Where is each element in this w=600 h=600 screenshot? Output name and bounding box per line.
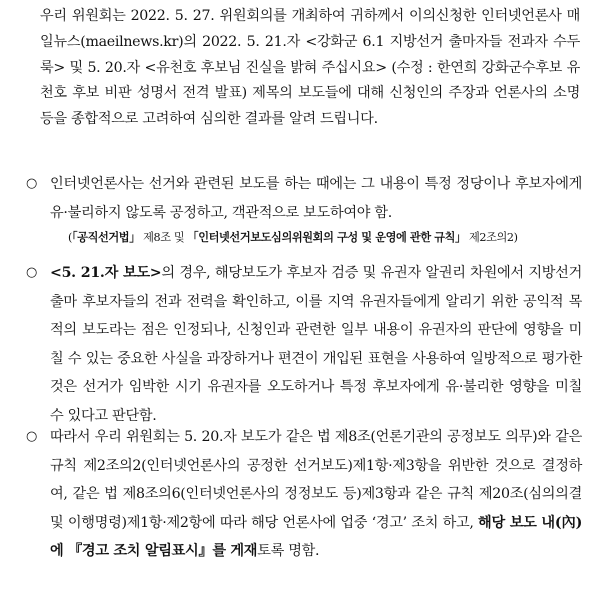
note-mid: 제8조 및 — [139, 231, 188, 245]
bullet-circle-icon: ○ — [26, 265, 38, 280]
note-rule-name: 「인터넷선거보도심의위원회의 구성 및 운영에 관한 규칙」 — [187, 230, 466, 245]
warning-notice-phrase: 해당 보도 내(內)에 『경고 조치 알림표시』를 게재 — [50, 514, 582, 560]
paragraph-3-ending: 토록 명함. — [257, 543, 320, 560]
bullet-paragraph-2 — [26, 259, 582, 431]
note-end: 제2조의2) — [465, 231, 518, 245]
paragraph-2-body: 의 경우, 해당보도가 후보자 검증 및 유권자 알권리 차원에서 지방선거 출마 후보자들의 전과 전력을 확인하고, 이를 지역 유권자들에게 알리기 위한 공익적 목적의 보도라는 점은 인정되나, 신청인과 관련한 일부 내용이 유권자의 판단에 영향을 미칠 수 있는 중요한 사실을 과장하거나 편견이 개입된 표현을 사용하여 일방적으로 평가한 것은 선거가 임박한 시기 유권자를 오도하거나 특정 후보자에게 유·불리한 영향을 미칠 수 있다고 판단함. — [50, 265, 582, 424]
note-open: ( — [68, 231, 72, 245]
note-law-name: 「공직선거법」 — [71, 230, 140, 245]
bullet-paragraph-1 — [26, 170, 582, 247]
bullet-circle-icon: ○ — [26, 176, 38, 191]
bullet-circle-icon: ○ — [26, 429, 38, 444]
intro-paragraph: 우리 위원회는 2022. 5. 27. 위원회의를 개최하여 귀하께서 이의신청한 인터넷언론사 매일뉴스(maeilnews.kr)의 2022. 5. 21.자 <강화군 6.1 지방선거 출마자들 전과자 수두룩> 및 5. 20.자 <유천호 후보님 진실을 밝혀 주십시요> (수정 : 한연희 강화군수후보 유천호 후보 비판 성명서 전격 발표) 제목의 보도들에 대해 신청인의 주장과 언론사의 소명 등을 종합적으로 고려하여 심의한 결과를 알려 드립니다. — [40, 8, 580, 128]
paragraph-3-body: 따라서 우리 위원회는 5. 20.자 보도가 같은 법 제8조(언론기관의 공정보도 의무)와 같은 규칙 제2조의2(인터넷언론사의 공정한 선거보도)제1항·제3항을 위반한 것으로 결정하여, 같은 법 제8조의6(인터넷언론사의 정정보도 등)제3항과 같은 규칙 제20조(심의의결 및 이행명령)제1항·제2항에 따라 해당 언론사에 업중 ‘경고’ 조치 하고, — [50, 429, 582, 531]
report-date-label: <5. 21.자 보도> — [50, 265, 162, 281]
paragraph-3-text — [50, 423, 582, 566]
bullet-paragraph-3 — [26, 423, 582, 566]
paragraph-1-text: 인터넷언론사는 선거와 관련된 보도를 하는 때에는 그 내용이 특정 정당이나 후보자에게 유·불리하지 않도록 공정하고, 객관적으로 보도하여야 함. — [50, 176, 582, 221]
paragraph-2-text — [50, 259, 582, 431]
legal-reference-note — [68, 228, 582, 247]
